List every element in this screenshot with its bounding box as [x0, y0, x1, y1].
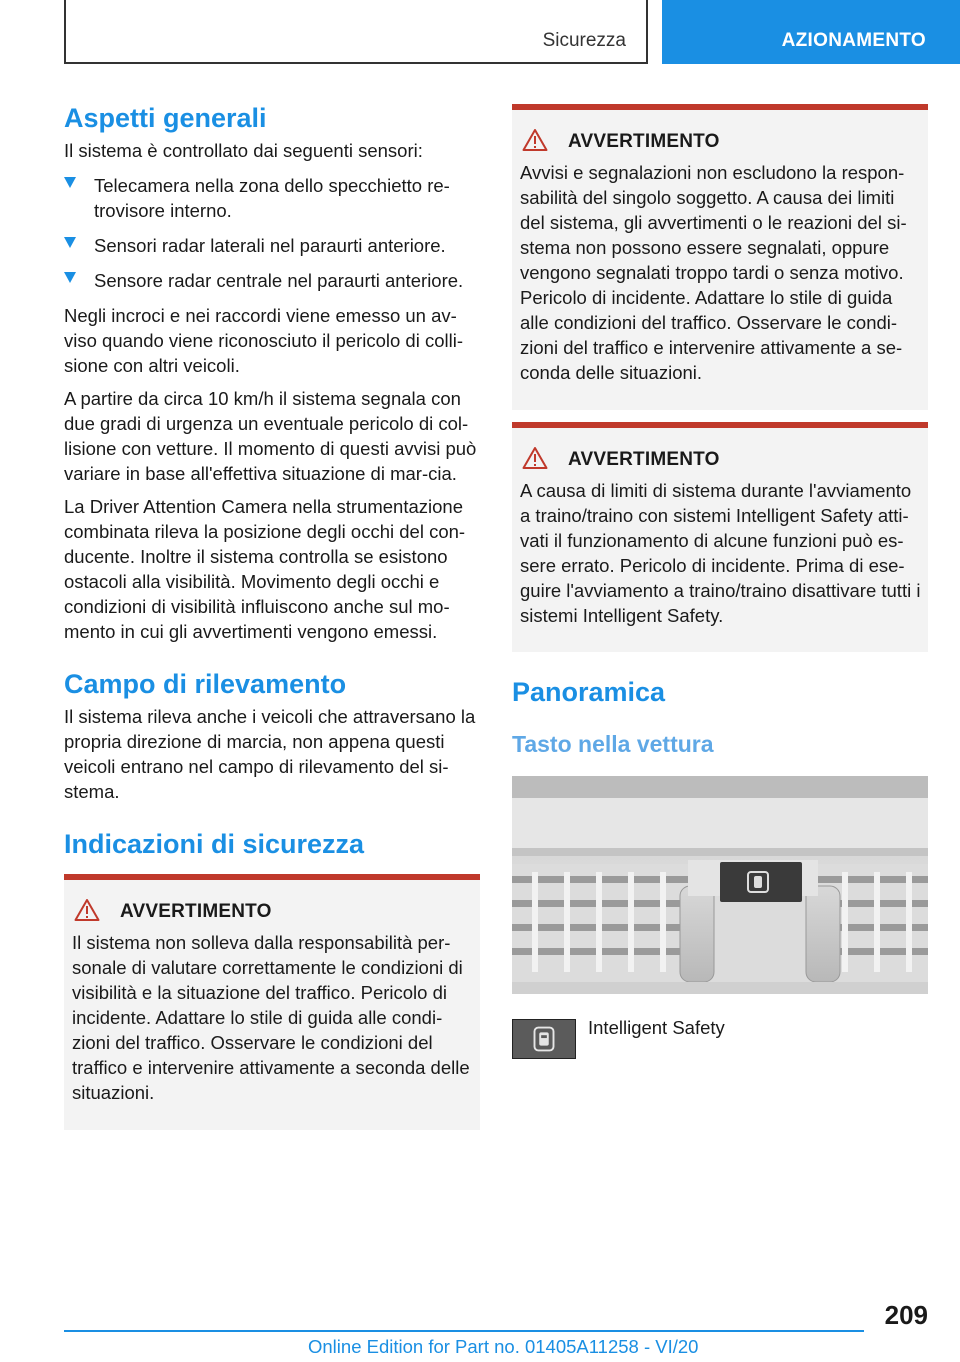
- warning-box: [512, 104, 928, 410]
- button-legend-row: [512, 1019, 928, 1079]
- left-column: [64, 100, 480, 1130]
- list-item: Sensore radar centrale nel paraurti anteriore.: [64, 268, 480, 293]
- bullet-triangle-icon: [64, 177, 76, 188]
- warning-text: Il sistema non solleva dalla responsabilità per-sonale di valutare correttamente le condizioni di visibilità e la situazione del traffico. Pericolo di incidente. Adattare lo stile di guida alle condi-zioni del traffico. Osservare le condizioni del traffico e intervenire attivamente a seconda delle situazioni.: [72, 932, 470, 1103]
- footer-edition: Online Edition for Part no. 01405A11258 - VI/20: [308, 1336, 699, 1357]
- paragraph-intro: Il sistema è controllato dai seguenti sensori:: [64, 140, 423, 161]
- bullet-triangle-icon: [64, 272, 76, 283]
- warning-title: AVVERTIMENTO: [520, 130, 922, 154]
- page-number: 209: [884, 1300, 928, 1330]
- warning-text: Avvisi e segnalazioni non escludono la respon-sabilità del singolo soggetto. A causa dei limiti del sistema, gli avvertimenti o le reazioni del si-stema non possono essere segnalati, oppure vengono segnalati troppo tardi o senza motivo. Pericolo di incidente. Adattare lo stile di guida alle condizioni del traffico. Osservare le condi-zioni del traffico e intervenire attivamente a se-conda delle situazioni.: [520, 162, 907, 383]
- heading-safety: Indicazioni di sicurezza: [64, 829, 365, 859]
- list-item: Telecamera nella zona dello specchietto re-trovisore interno.: [64, 173, 480, 223]
- dashboard-button-photo: [512, 776, 928, 994]
- heading-overview: Panoramica: [512, 677, 666, 707]
- heading-general: Aspetti generali: [64, 103, 267, 133]
- warning-box: [64, 874, 480, 1130]
- sensor-list: [64, 173, 480, 293]
- heading-detection-range: Campo di rilevamento: [64, 669, 347, 699]
- header-section-box: [64, 0, 648, 64]
- header-chapter-tab[interactable]: [662, 0, 960, 64]
- warning-title: AVVERTIMENTO: [520, 448, 922, 472]
- header-section-title: Sicurezza: [542, 30, 626, 51]
- footer-divider: [64, 1330, 864, 1332]
- warning-triangle-icon: [74, 898, 100, 922]
- warning-triangle-icon: [522, 446, 548, 470]
- right-column: [512, 104, 928, 1079]
- paragraph-crossing: Negli incroci e nei raccordi viene emesso un av-viso quando viene riconosciuto il pericolo di colli-sione con altri veicoli.: [64, 305, 463, 376]
- header-chapter-title: AZIONAMENTO: [781, 30, 926, 51]
- paragraph-speed: A partire da circa 10 km/h il sistema segnala con due gradi di urgenza un eventuale pericolo di col-lisione con vetture. Il momento di questi avvisi può variare in base all'effettiva situazione di mar-cia.: [64, 388, 477, 484]
- warning-text: A causa di limiti di sistema durante l'avviamento a traino/traino con sistemi Intelligent Safety atti-vati il funzionamento di alcune funzioni può es-sere errato. Pericolo di incidente. Prima di ese-guire l'avviamento a traino/traino disattivare tutti i sistemi Intelligent Safety.: [520, 480, 921, 626]
- paragraph-detection: Il sistema rileva anche i veicoli che attraversano la propria direzione di marcia, non appena questi veicoli entrano nel campo di rilevamento del si-stema.: [64, 706, 476, 802]
- button-label: Intelligent Safety: [588, 1017, 725, 1038]
- bullet-triangle-icon: [64, 237, 76, 248]
- warning-title: AVVERTIMENTO: [72, 900, 474, 924]
- heading-button-in-vehicle: Tasto nella vettura: [512, 731, 714, 757]
- warning-box: [512, 422, 928, 652]
- intelligent-safety-button-icon: [512, 1019, 576, 1059]
- paragraph-camera: La Driver Attention Camera nella strumentazione combinata rileva la posizione degli occhi del con-ducente. Inoltre il sistema controlla se esistono ostacoli alla visibilità. Movimento degli occhi e condizioni di visibilità influiscono anche sul mo-mento in cui gli avvertimenti vengono emessi.: [64, 496, 466, 642]
- warning-triangle-icon: [522, 128, 548, 152]
- list-item: Sensori radar laterali nel paraurti anteriore.: [64, 233, 480, 258]
